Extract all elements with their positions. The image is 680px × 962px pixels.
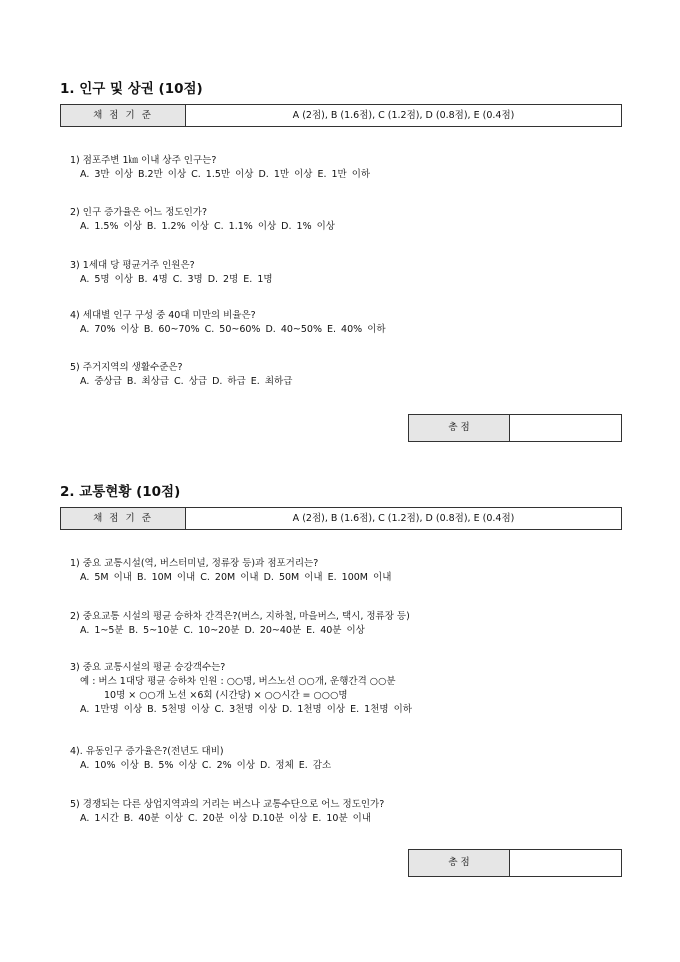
question-options: A. 1시간 B. 40분 이상 C. 20분 이상 D.10분 이상 E. 10분 이내 (80, 813, 372, 824)
scoring-criteria-row (60, 507, 622, 530)
question-text: 2) 중요교통 시설의 평균 승하차 간격은?(버스, 지하철, 마을버스, 택시, 정류장 등) (70, 611, 410, 622)
question-item (70, 557, 391, 585)
question-options: A. 3만 이상 B.2만 이상 C. 1.5만 이상 D. 1만 이상 E. 1만 이하 (80, 169, 371, 180)
criteria-value: A (2점), B (1.6점), C (1.2점), D (0.8점), E (0.4점) (292, 110, 515, 121)
question-item (70, 154, 370, 182)
question-item (70, 206, 335, 234)
section-title: 2. 교통현황 (10점) (60, 484, 181, 500)
total-score-box (408, 849, 622, 877)
section-traffic (60, 483, 622, 868)
question-item (70, 745, 331, 773)
section-population (60, 80, 622, 433)
total-score-value[interactable] (510, 415, 621, 441)
question-item (70, 798, 384, 826)
total-score-box (408, 414, 622, 442)
question-text: 5) 경쟁되는 다른 상업지역과의 거리는 버스나 교통수단으로 어느 정도인가? (70, 799, 385, 810)
question-text: 4). 유동인구 증가율은?(전년도 대비) (70, 746, 224, 757)
question-options: A. 1.5% 이상 B. 1.2% 이상 C. 1.1% 이상 D. 1% 이상 (80, 221, 335, 232)
question-options: A. 5M 이내 B. 10M 이내 C. 20M 이내 D. 50M 이내 E. 100M 이내 (80, 572, 392, 583)
total-score-value[interactable] (510, 850, 621, 876)
criteria-label: 채 점 기 준 (61, 105, 186, 126)
question-text: 4) 세대별 인구 구성 중 40대 미만의 비율은? (70, 310, 256, 321)
question-item (70, 361, 292, 389)
question-text: 5) 주거지역의 생활수준은? (70, 362, 183, 373)
question-options: A. 10% 이상 B. 5% 이상 C. 2% 이상 D. 정체 E. 감소 (80, 760, 332, 771)
question-options: A. 1만명 이상 B. 5천명 이상 C. 3천명 이상 D. 1천명 이상 E. 1천명 이하 (80, 704, 412, 715)
question-text: 1) 점포주변 1㎞ 이내 상주 인구는? (70, 155, 217, 166)
total-score-label: 총 점 (409, 415, 510, 441)
section-title: 1. 인구 및 상권 (10점) (60, 81, 203, 97)
question-options: A. 중상급 B. 최상급 C. 상급 D. 하급 E. 최하급 (80, 376, 293, 387)
question-example-calc: 10명 × ○○개 노선 ×6회 (시간당) × ○○시간 = ○○○명 (104, 690, 348, 701)
question-text: 3) 1세대 당 평균거주 인원은? (70, 260, 195, 271)
question-text: 3) 중요 교통시설의 평균 승강객수는? (70, 662, 226, 673)
total-score-label: 총 점 (409, 850, 510, 876)
question-item (70, 259, 273, 287)
question-text: 1) 중요 교통시설(역, 버스터미널, 정류장 등)과 점포거리는? (70, 558, 319, 569)
question-options: A. 70% 이상 B. 60~70% C. 50~60% D. 40~50% E. 40% 이하 (80, 324, 386, 335)
question-item (70, 661, 412, 717)
question-options: A. 1~5분 B. 5~10분 C. 10~20분 D. 20~40분 E. 40분 이상 (80, 625, 365, 636)
criteria-label: 채 점 기 준 (61, 508, 186, 529)
question-item (70, 610, 410, 638)
question-item (70, 309, 386, 337)
question-example: 예 : 버스 1대당 평균 승하차 인원 : ○○명, 버스노선 ○○개, 운행간격 ○○분 (80, 676, 396, 687)
criteria-value: A (2점), B (1.6점), C (1.2점), D (0.8점), E (0.4점) (292, 513, 515, 524)
question-options: A. 5명 이상 B. 4명 C. 3명 D. 2명 E. 1명 (80, 274, 273, 285)
scoring-criteria-row (60, 104, 622, 127)
question-text: 2) 인구 증가율은 어느 정도인가? (70, 207, 207, 218)
